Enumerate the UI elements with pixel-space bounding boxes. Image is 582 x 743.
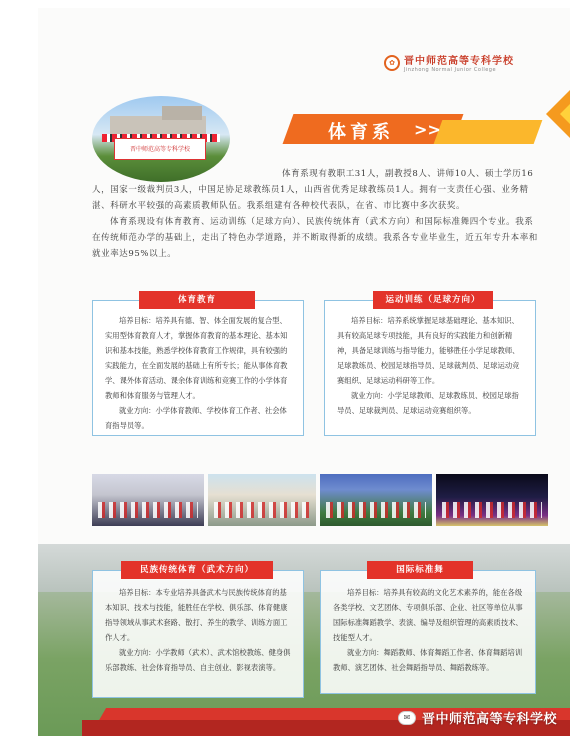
decorative-triangle-inner xyxy=(560,96,570,132)
college-name-cn: 晋中师范高等专科学校 xyxy=(404,56,514,67)
intro-paragraph-1: 体育系现有教职工31人，副教授8人、讲师10人、硕士学历16人，国家一级裁判员3人，中国足协足球教练员1人，山西省优秀足球教练员1人。拥有一支责任心强、业务精湛、科研水平较强的高素质教师队伍。我系组建有各种校代表队，在省、市比赛中多次获奖。 xyxy=(92,169,534,211)
major-title: 运动训练（足球方向） xyxy=(373,291,493,309)
brochure-page xyxy=(38,8,570,736)
department-intro xyxy=(92,166,542,262)
wechat-icon: ✉ xyxy=(398,711,416,725)
major-title: 民族传统体育（武术方向） xyxy=(121,561,273,579)
major-career: 就业方向：小学足球教师、足球教练员、校园足球指导员、足球裁判员、足球运动竞赛组织等。 xyxy=(337,391,519,415)
major-card-football-training xyxy=(324,295,536,436)
college-seal-icon: ✿ xyxy=(384,55,400,71)
martial-arts-photo xyxy=(92,474,204,526)
intro-paragraph-2: 体育系现设有体育教育、运动训练（足球方向）、民族传统体育（武术方向）和国际标准舞四个专业。我系在传统师范办学的基础上，走出了特色办学道路，并不断取得新的成绩。我系各专业毕业生，近五年专升本率和就业率达95%以上。 xyxy=(92,217,538,259)
wechat-watermark xyxy=(398,708,557,727)
major-title: 国际标准舞 xyxy=(367,561,473,579)
team-photo xyxy=(208,474,316,526)
photo-strip xyxy=(92,474,548,526)
department-title-banner xyxy=(288,110,552,150)
college-name-en: Jinzhong Normal Junior College xyxy=(404,67,497,73)
major-career: 就业方向：小学体育教师、学校体育工作者、社会体育指导员等。 xyxy=(105,406,287,430)
department-title: 体育系 xyxy=(328,122,394,143)
major-goal: 培养目标：培养具有较高的文化艺术素养的，能在各级各类学校、文艺团体、专项俱乐部、企业、社区等单位从事国际标准舞蹈教学、表演、编导及组织管理的高素质技术、技能型人才。 xyxy=(333,588,523,642)
major-career: 就业方向：舞蹈教师、体育舞蹈工作者、体育舞蹈培训教师、演艺团体、社会舞蹈指导员、舞蹈教练等。 xyxy=(333,648,523,672)
major-career: 就业方向：小学教师（武术）、武术馆校教练、健身俱乐部教练、社会体育指导员、自主创业、影视表演等。 xyxy=(105,648,291,672)
watermark-text: 晋中师范高等专科学校 xyxy=(422,712,558,727)
college-logo xyxy=(384,52,514,73)
major-title: 体育教育 xyxy=(139,291,255,309)
major-card-martial-arts xyxy=(92,565,304,698)
title-arrows: >> xyxy=(414,120,441,139)
group-photo-banner: 晋中师范高等专科学校 xyxy=(114,138,206,160)
major-goal: 培养目标：培养系统掌握足球基础理论、基本知识、具有较高足球专项技能，具有良好的实践能力和创新精神，具备足球训练与指导能力，能够胜任小学足球教师、足球教练员、校园足球指导员、足球裁判员、足球运动竞赛组织、足球运动科研等工作。 xyxy=(337,316,520,385)
major-card-physical-education xyxy=(92,295,304,436)
football-team-photo xyxy=(320,474,432,526)
major-goal: 培养目标：本专业培养具备武术与民族传统体育的基本知识、技术与技能，能胜任在学校、俱乐部、体育健康指导领域从事武术套路、散打、养生的教学、训练方面工作人才。 xyxy=(105,588,288,642)
major-card-ballroom-dance xyxy=(320,565,536,694)
dance-performance-photo xyxy=(436,474,548,526)
major-goal: 培养目标：培养具有德、智、体全面发展的复合型、实用型体育教育人才，掌握体育教育的基本理论、基本知识和基本技能，熟悉学校体育教育工作规律，具有较强的实践能力，在全面发展的基础上有所专长；能从事体育教学、课外体育活动、课余体育训练和竞赛工作的小学体育教师和体育服务与管理人才。 xyxy=(105,316,288,400)
